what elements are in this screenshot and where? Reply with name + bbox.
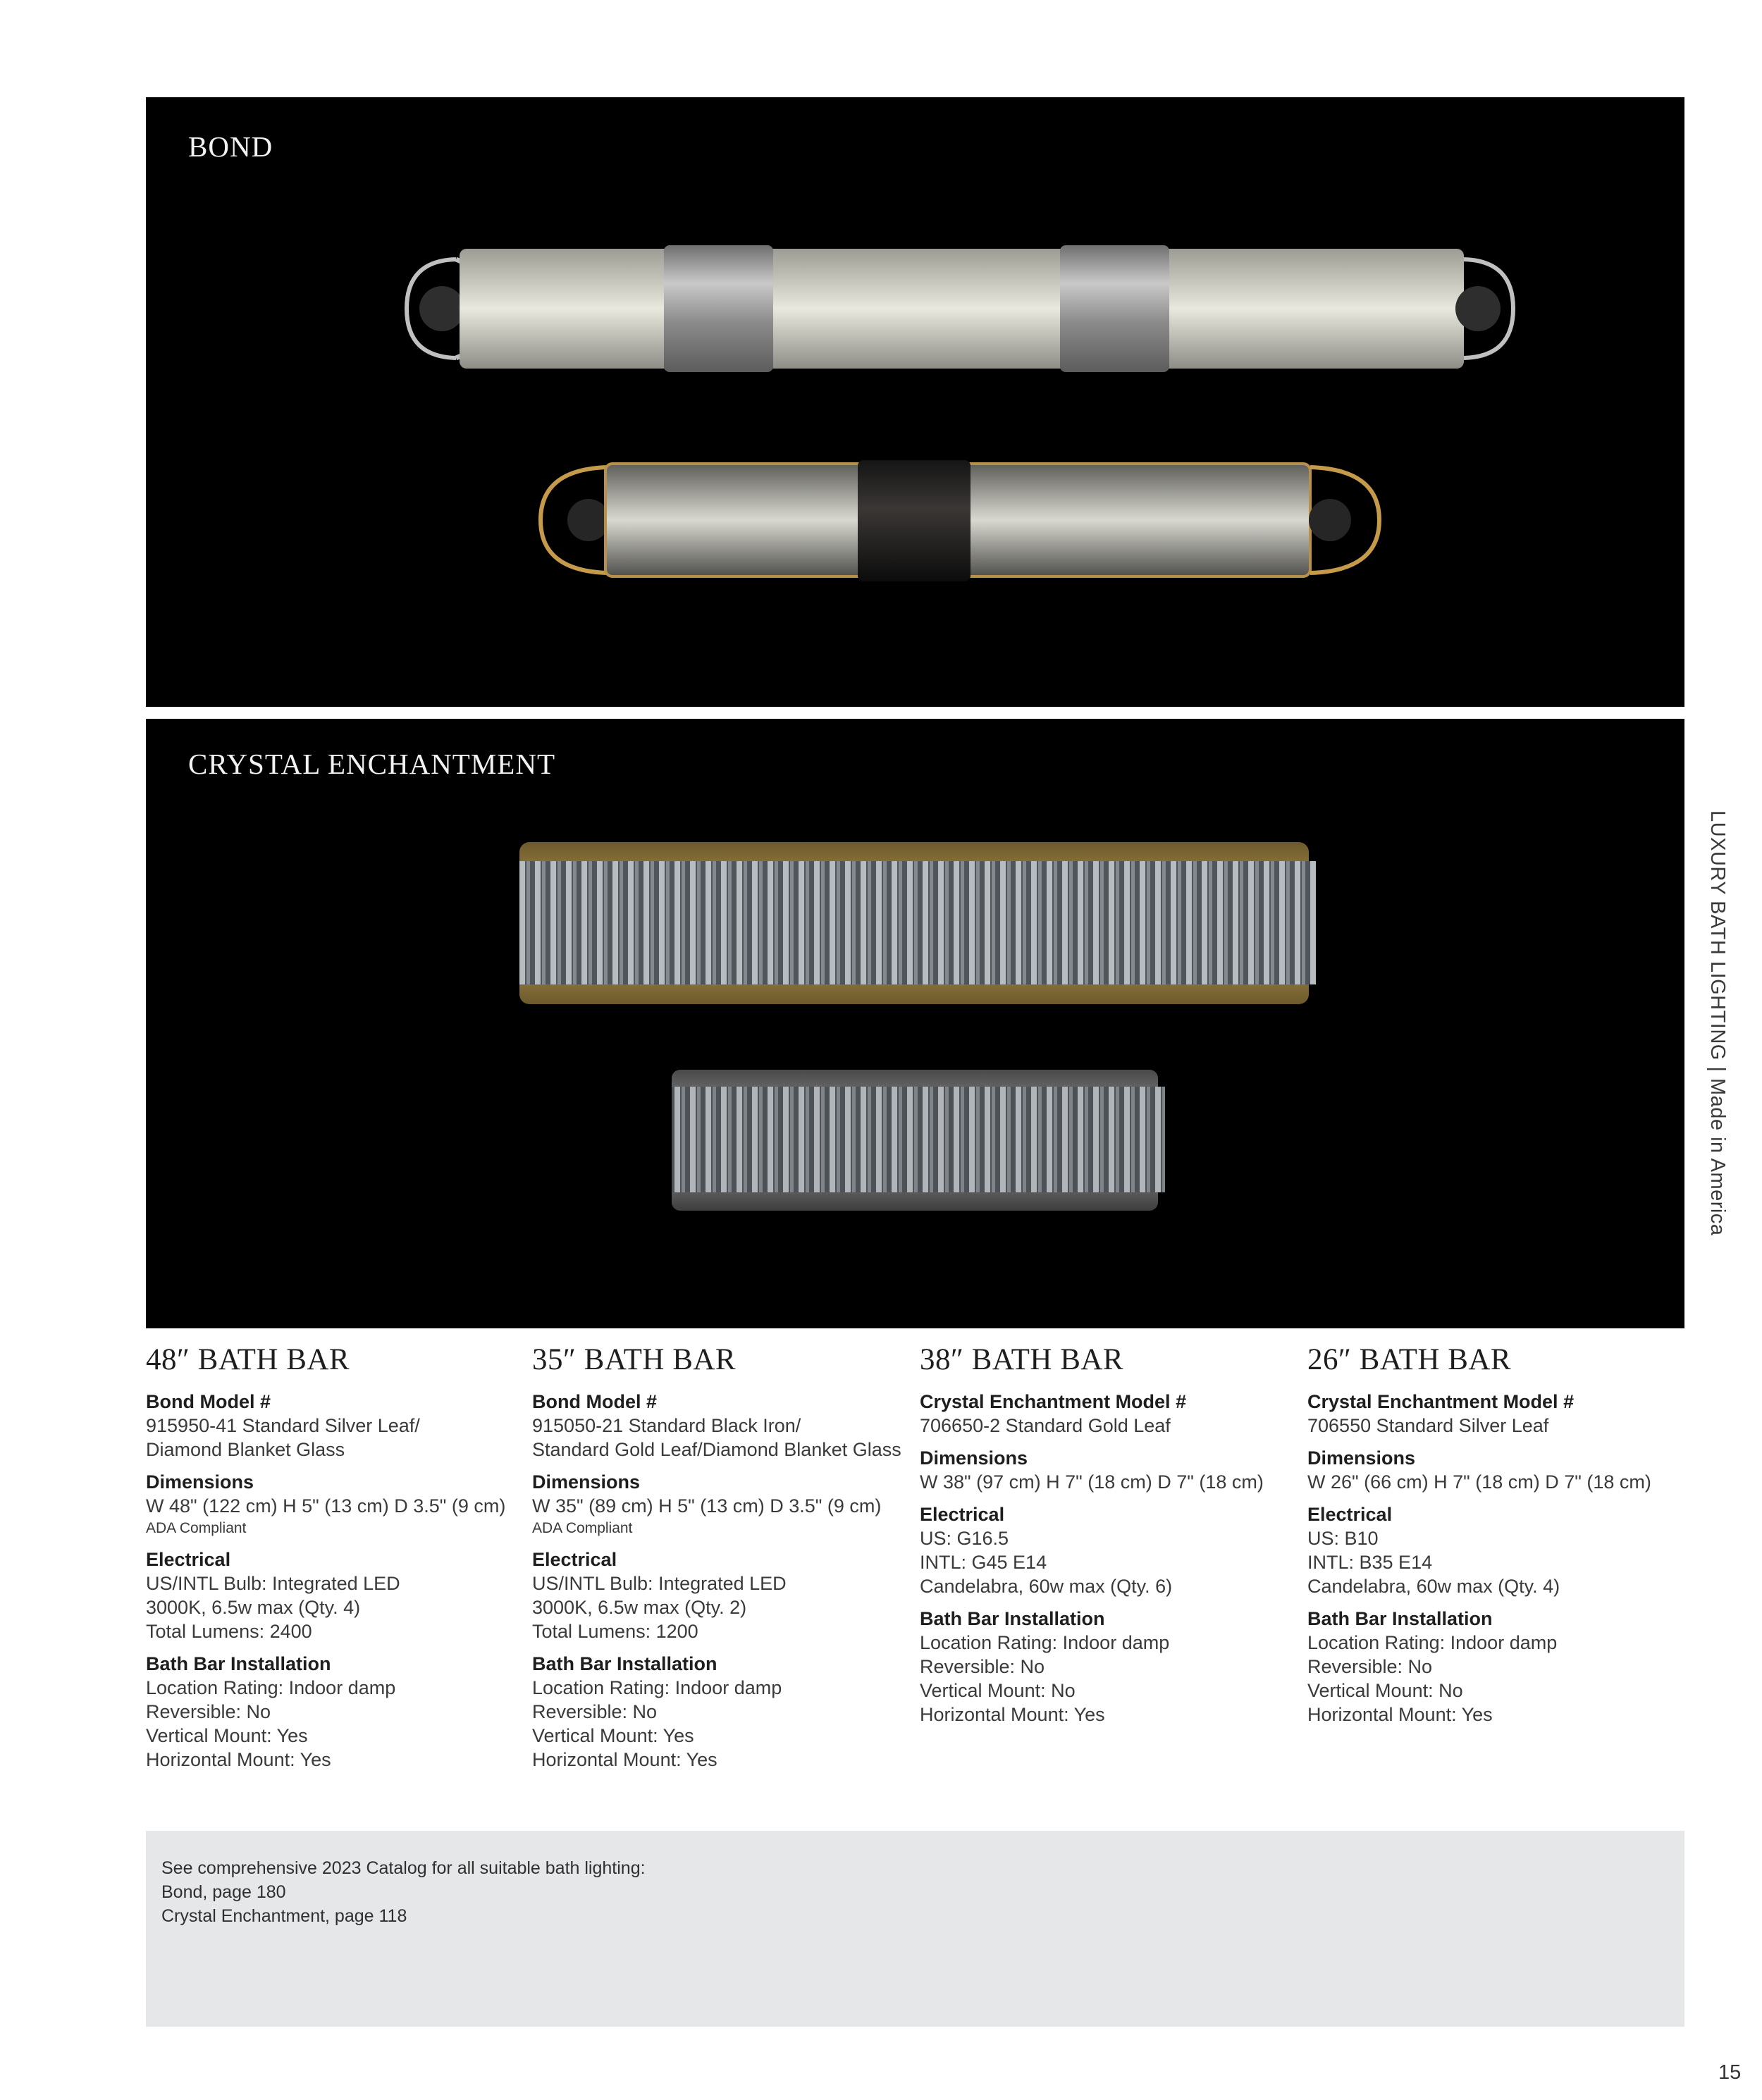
installation-line: Vertical Mount: No: [1307, 1680, 1463, 1701]
ada-note: ADA Compliant: [146, 1520, 247, 1536]
electrical-line: INTL: B35 E14: [1307, 1552, 1433, 1573]
installation-label: Bath Bar Installation: [146, 1653, 331, 1674]
model-line: 706550 Standard Silver Leaf: [1307, 1415, 1549, 1436]
ada-note: ADA Compliant: [532, 1520, 633, 1536]
installation-line: Location Rating: Indoor damp: [146, 1677, 396, 1698]
dimensions-value: W 26" (66 cm) H 7" (18 cm) D 7" (18 cm): [1307, 1471, 1651, 1493]
electrical-line: US/INTL Bulb: Integrated LED: [146, 1573, 400, 1594]
crystal-enchantment-38-bath-bar-image: [519, 842, 1316, 1004]
spec-column-48-bond: [146, 1342, 526, 1772]
electrical-label: Electrical: [1307, 1504, 1393, 1525]
dimensions-value: W 35" (89 cm) H 5" (13 cm) D 3.5" (9 cm): [532, 1495, 882, 1517]
model-line: 915050-21 Standard Black Iron/: [532, 1415, 801, 1436]
installation-line: Reversible: No: [532, 1701, 658, 1722]
bond-48-bath-bar-image: [407, 245, 1513, 372]
electrical-line: US/INTL Bulb: Integrated LED: [532, 1573, 787, 1594]
catalog-reference-note: [146, 1831, 1684, 2027]
installation-label: Bath Bar Installation: [532, 1653, 717, 1674]
dimensions-label: Dimensions: [146, 1471, 254, 1493]
column-heading: 26″ BATH BAR: [1307, 1343, 1512, 1376]
model-line: 915950-41 Standard Silver Leaf/: [146, 1415, 420, 1436]
electrical-line: Total Lumens: 1200: [532, 1621, 698, 1642]
bond-35-bath-bar-image: [541, 460, 1379, 581]
note-line: Bond, page 180: [161, 1882, 286, 1902]
page-number: 15: [1718, 2061, 1742, 2084]
dimensions-label: Dimensions: [1307, 1447, 1416, 1469]
electrical-line: US: B10: [1307, 1528, 1379, 1549]
installation-line: Vertical Mount: Yes: [146, 1725, 308, 1746]
note-line: Crystal Enchantment, page 118: [161, 1906, 407, 1926]
crystal-enchantment-product-panel: [146, 719, 1684, 1328]
electrical-label: Electrical: [920, 1504, 1005, 1525]
crystal-enchantment-fixtures-illustration: [146, 719, 1684, 1328]
electrical-label: Electrical: [532, 1549, 617, 1570]
electrical-line: 3000K, 6.5w max (Qty. 2): [532, 1597, 747, 1618]
dimensions-value: W 48" (122 cm) H 5" (13 cm) D 3.5" (9 cm): [146, 1495, 506, 1517]
column-heading: 35″ BATH BAR: [532, 1343, 737, 1376]
electrical-line: Total Lumens: 2400: [146, 1621, 312, 1642]
column-heading: 48″ BATH BAR: [146, 1343, 350, 1376]
installation-line: Reversible: No: [920, 1656, 1045, 1677]
electrical-line: Candelabra, 60w max (Qty. 6): [920, 1576, 1173, 1597]
installation-line: Vertical Mount: Yes: [532, 1725, 694, 1746]
installation-line: Location Rating: Indoor damp: [1307, 1632, 1558, 1653]
installation-line: Horizontal Mount: Yes: [532, 1749, 717, 1770]
side-vertical-caption: LUXURY BATH LIGHTING | Made in America: [1706, 810, 1729, 1236]
dimensions-value: W 38" (97 cm) H 7" (18 cm) D 7" (18 cm): [920, 1471, 1264, 1493]
model-label: Bond Model #: [146, 1391, 271, 1412]
spec-column-35-bond: [532, 1342, 913, 1772]
model-label: Crystal Enchantment Model #: [1307, 1391, 1575, 1412]
note-line: See comprehensive 2023 Catalog for all suitable bath lighting:: [161, 1858, 646, 1878]
electrical-line: Candelabra, 60w max (Qty. 4): [1307, 1576, 1560, 1597]
installation-label: Bath Bar Installation: [1307, 1608, 1493, 1629]
spec-column-38-crystal: [920, 1342, 1300, 1727]
column-heading: 38″ BATH BAR: [920, 1343, 1124, 1376]
spec-column-26-crystal: [1307, 1342, 1688, 1727]
model-label: Crystal Enchantment Model #: [920, 1391, 1187, 1412]
electrical-line: INTL: G45 E14: [920, 1552, 1047, 1573]
dimensions-label: Dimensions: [532, 1471, 641, 1493]
model-label: Bond Model #: [532, 1391, 657, 1412]
installation-line: Vertical Mount: No: [920, 1680, 1076, 1701]
model-line: Diamond Blanket Glass: [146, 1439, 345, 1460]
bond-title: BOND: [188, 130, 273, 163]
crystal-enchantment-26-bath-bar-image: [672, 1070, 1165, 1211]
installation-line: Horizontal Mount: Yes: [146, 1749, 331, 1770]
electrical-label: Electrical: [146, 1549, 231, 1570]
installation-line: Location Rating: Indoor damp: [920, 1632, 1170, 1653]
installation-line: Location Rating: Indoor damp: [532, 1677, 782, 1698]
model-line: Standard Gold Leaf/Diamond Blanket Glass: [532, 1439, 901, 1460]
electrical-line: 3000K, 6.5w max (Qty. 4): [146, 1597, 361, 1618]
bond-fixtures-illustration: [146, 97, 1684, 707]
crystal-enchantment-title: CRYSTAL ENCHANTMENT: [188, 748, 556, 780]
model-line: 706650-2 Standard Gold Leaf: [920, 1415, 1171, 1436]
dimensions-label: Dimensions: [920, 1447, 1028, 1469]
electrical-line: US: G16.5: [920, 1528, 1009, 1549]
installation-label: Bath Bar Installation: [920, 1608, 1105, 1629]
installation-line: Reversible: No: [1307, 1656, 1433, 1677]
bond-product-panel: [146, 97, 1684, 707]
installation-line: Reversible: No: [146, 1701, 271, 1722]
installation-line: Horizontal Mount: Yes: [1307, 1704, 1493, 1725]
installation-line: Horizontal Mount: Yes: [920, 1704, 1105, 1725]
